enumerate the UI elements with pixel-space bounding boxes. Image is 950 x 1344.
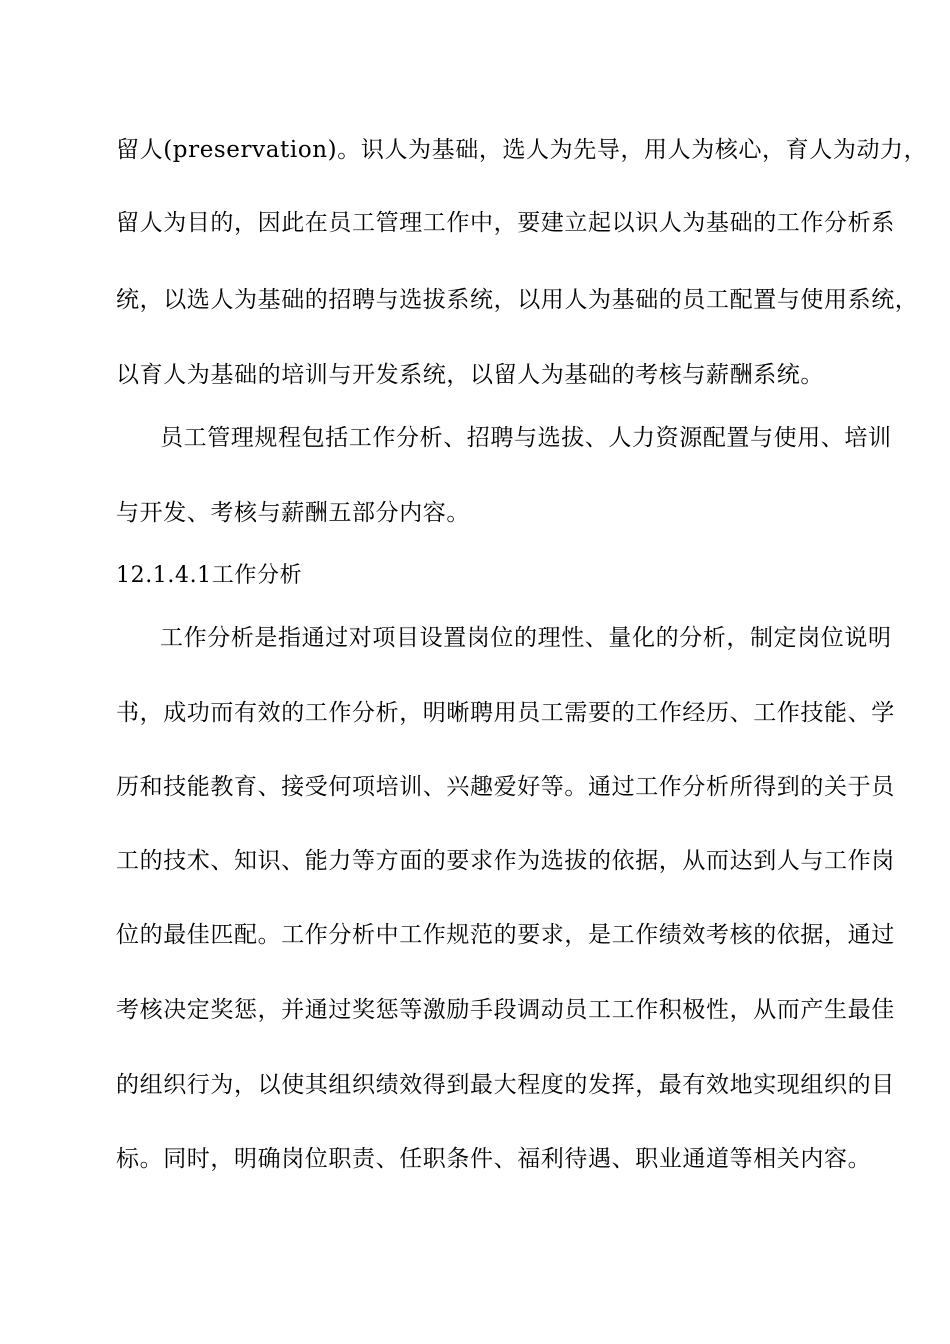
paragraph-line: 留人为目的，因此在员工管理工作中，要建立起以识人为基础的工作分析系 <box>116 210 895 236</box>
paragraph-line: 标。同时，明确岗位职责、任职条件、福利待遇、职业通道等相关内容。 <box>116 1146 872 1172</box>
paragraph-line: 历和技能教育、接受何项培训、兴趣爱好等。通过工作分析所得到的关于员 <box>116 774 895 800</box>
paragraph-line: 的组织行为，以使其组织绩效得到最大程度的发挥，最有效地实现组织的目 <box>116 1072 895 1098</box>
paragraph-line: 考核决定奖惩，并通过奖惩等激励手段调动员工工作积极性，从而产生最佳 <box>116 997 895 1023</box>
paragraph-line: 工作分析是指通过对项目设置岗位的理性、量化的分析，制定岗位说明 <box>160 625 892 651</box>
paragraph-line: 统，以选人为基础的招聘与选拔系统，以用人为基础的员工配置与使用系统， <box>116 287 919 313</box>
paragraph-line: 书，成功而有效的工作分析，明晰聘用员工需要的工作经历、工作技能、学 <box>116 700 895 726</box>
paragraph-line: 留人(preservation)。识人为基础，选人为先导，用人为核心，育人为动力， <box>116 137 928 163</box>
paragraph-line: 位的最佳匹配。工作分析中工作规范的要求，是工作绩效考核的依据，通过 <box>116 922 895 948</box>
paragraph-line: 以育人为基础的培训与开发系统，以留人为基础的考核与薪酬系统。 <box>116 362 824 388</box>
paragraph-line: 员工管理规程包括工作分析、招聘与选拔、人力资源配置与使用、培训 <box>160 425 892 451</box>
paragraph-line: 工的技术、知识、能力等方面的要求作为选拔的依据，从而达到人与工作岗 <box>116 848 895 874</box>
section-heading: 12.1.4.1工作分析 <box>116 563 303 588</box>
paragraph-line: 与开发、考核与薪酬五部分内容。 <box>116 500 470 526</box>
